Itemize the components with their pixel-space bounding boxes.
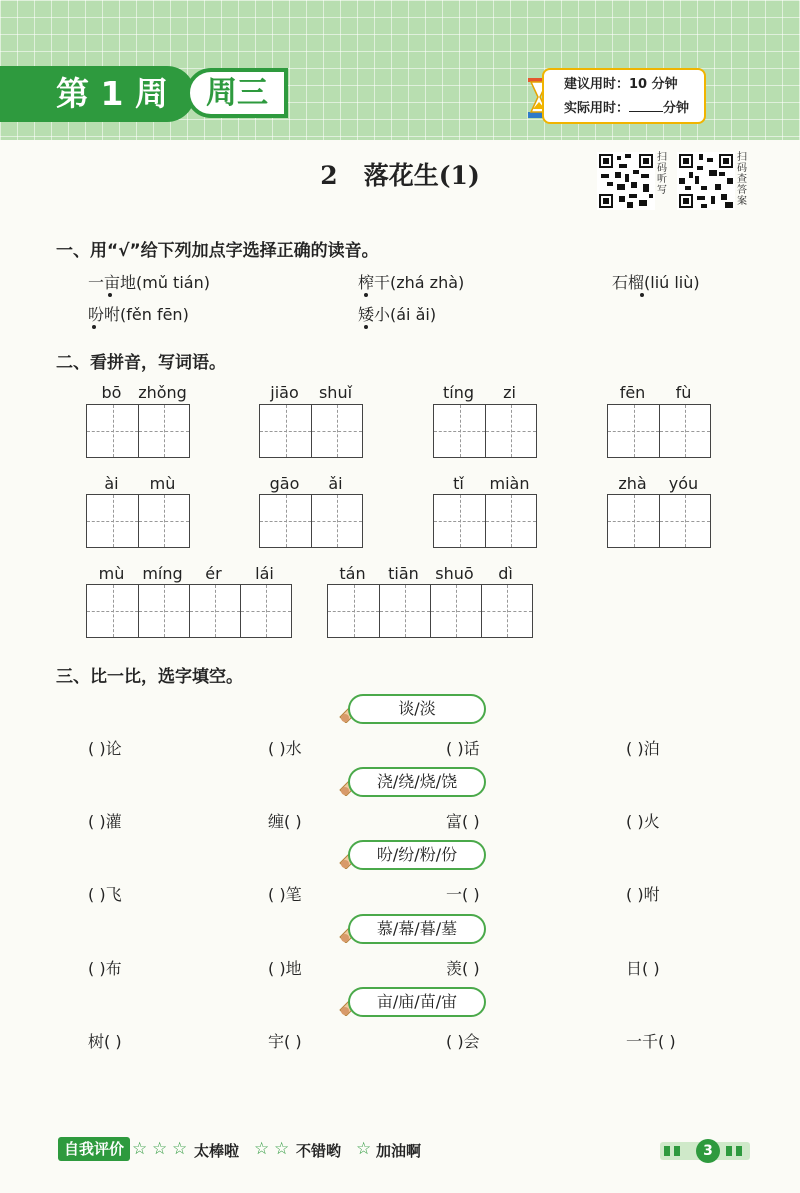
star-icon[interactable]: ☆ [254, 1139, 270, 1159]
pinyin: bō [101, 383, 122, 402]
self-eval-badge: 自我评价 [58, 1137, 130, 1161]
fill-blank[interactable]: 富( ) [446, 812, 480, 831]
fill-blank[interactable]: 一( ) [446, 885, 480, 904]
eval-good: 不错哟 [296, 1142, 342, 1160]
emphasis-dot [92, 325, 96, 329]
pinyin: mù [98, 564, 125, 583]
star-icon[interactable]: ☆ [132, 1139, 148, 1159]
section1-heading: 一、用“√”给下列加点字选择正确的读音。 [56, 241, 379, 261]
eval-great: 太棒啦 [194, 1142, 240, 1160]
pinyin: míng [142, 564, 183, 583]
fill-blank[interactable]: ( )灌 [88, 812, 122, 831]
q1-item-5[interactable]: 矮小(ái ǎi) [358, 305, 437, 324]
pinyin: tán [339, 564, 366, 583]
pinyin: mù [149, 474, 176, 493]
pinyin: shuǐ [318, 383, 353, 402]
section2-heading: 二、看拼音，写词语。 [56, 353, 226, 373]
fill-blank[interactable]: 树( ) [88, 1032, 122, 1051]
fill-blank[interactable]: ( )咐 [626, 885, 660, 904]
emphasis-dot [108, 293, 112, 297]
pinyin: ér [205, 564, 222, 583]
choice-label: 亩/庙/苗/宙 [348, 987, 486, 1017]
writing-grid[interactable] [86, 494, 190, 548]
q1-item-2[interactable]: 榨干(zhá zhà) [358, 273, 465, 292]
fill-blank[interactable]: ( )话 [446, 739, 480, 758]
pinyin: zhǒng [138, 383, 187, 402]
pinyin: tíng [442, 383, 474, 402]
week-badge: 第 1 周 [0, 66, 195, 122]
star-icon[interactable]: ☆ [274, 1139, 290, 1159]
pinyin: gāo [269, 474, 300, 493]
fill-blank[interactable]: ( )地 [268, 959, 302, 978]
actual-time-unit: 分钟 [663, 101, 690, 116]
q1-item-4[interactable]: 吩咐(fěn fēn) [88, 305, 189, 324]
actual-time-row [564, 97, 704, 121]
q1-item-3[interactable]: 石榴(liú liù) [612, 273, 700, 292]
suggested-time: 建议用时：10 分钟 [564, 77, 678, 92]
qr-caption-answers: 扫码查答案 [737, 152, 747, 207]
qr-code-dictation[interactable] [597, 152, 655, 210]
qr-code-answers[interactable] [677, 152, 735, 210]
lesson-title: 2 落花生(1) [320, 161, 480, 190]
pinyin: lái [255, 564, 274, 583]
pinyin: shuō [435, 564, 474, 583]
writing-grid[interactable] [259, 404, 363, 458]
pinyin: zi [503, 383, 516, 402]
star-icon[interactable]: ☆ [356, 1139, 372, 1159]
writing-grid[interactable] [86, 584, 292, 638]
pinyin: tiān [388, 564, 419, 583]
pinyin: ài [104, 474, 119, 493]
emphasis-dot [640, 293, 644, 297]
fill-blank[interactable]: 宇( ) [268, 1032, 302, 1051]
fill-blank[interactable]: ( )论 [88, 739, 122, 758]
emphasis-dot [364, 325, 368, 329]
section3-heading: 三、比一比，选字填空。 [56, 667, 243, 687]
choice-label: 谈/淡 [348, 694, 486, 724]
day-badge: 周三 [186, 68, 288, 118]
fill-blank[interactable]: 缠( ) [268, 812, 302, 831]
fill-blank[interactable]: ( )泊 [626, 739, 660, 758]
eval-keep-going: 加油啊 [376, 1142, 422, 1160]
writing-grid[interactable] [433, 494, 537, 548]
pinyin: jiāo [270, 383, 299, 402]
choice-label: 浇/绕/烧/饶 [348, 767, 486, 797]
pinyin: miàn [489, 474, 530, 493]
pinyin: tǐ [453, 474, 464, 493]
pinyin: fù [675, 383, 692, 402]
pinyin: ǎi [328, 474, 343, 493]
writing-grid[interactable] [327, 584, 533, 638]
fill-blank[interactable]: ( )笔 [268, 885, 302, 904]
fill-blank[interactable]: ( )会 [446, 1032, 480, 1051]
time-box [542, 68, 706, 124]
star-icon[interactable]: ☆ [172, 1139, 188, 1159]
fill-blank[interactable]: ( )飞 [88, 885, 122, 904]
pinyin: dì [498, 564, 513, 583]
pinyin: fēn [619, 383, 646, 402]
actual-time-blank[interactable] [629, 98, 663, 112]
writing-grid[interactable] [259, 494, 363, 548]
page-number: 3 [696, 1139, 720, 1163]
fill-blank[interactable]: ( )布 [88, 959, 122, 978]
pinyin: yóu [668, 474, 699, 493]
q1-item-1[interactable]: 一亩地(mǔ tián) [88, 273, 210, 292]
qr-caption-dictation: 扫码听写 [657, 152, 667, 196]
actual-time-label: 实际用时： [564, 101, 630, 116]
writing-grid[interactable] [433, 404, 537, 458]
fill-blank[interactable]: ( )水 [268, 739, 302, 758]
star-icon[interactable]: ☆ [152, 1139, 168, 1159]
fill-blank[interactable]: ( )火 [626, 812, 660, 831]
emphasis-dot [364, 293, 368, 297]
pinyin: zhà [618, 474, 647, 493]
fill-blank[interactable]: 日( ) [626, 959, 660, 978]
writing-grid[interactable] [607, 404, 711, 458]
fill-blank[interactable]: 羡( ) [446, 959, 480, 978]
choice-label: 吩/纷/粉/份 [348, 840, 486, 870]
writing-grid[interactable] [86, 404, 190, 458]
fill-blank[interactable]: 一千( ) [626, 1032, 676, 1051]
writing-grid[interactable] [607, 494, 711, 548]
choice-label: 慕/幕/暮/墓 [348, 914, 486, 944]
